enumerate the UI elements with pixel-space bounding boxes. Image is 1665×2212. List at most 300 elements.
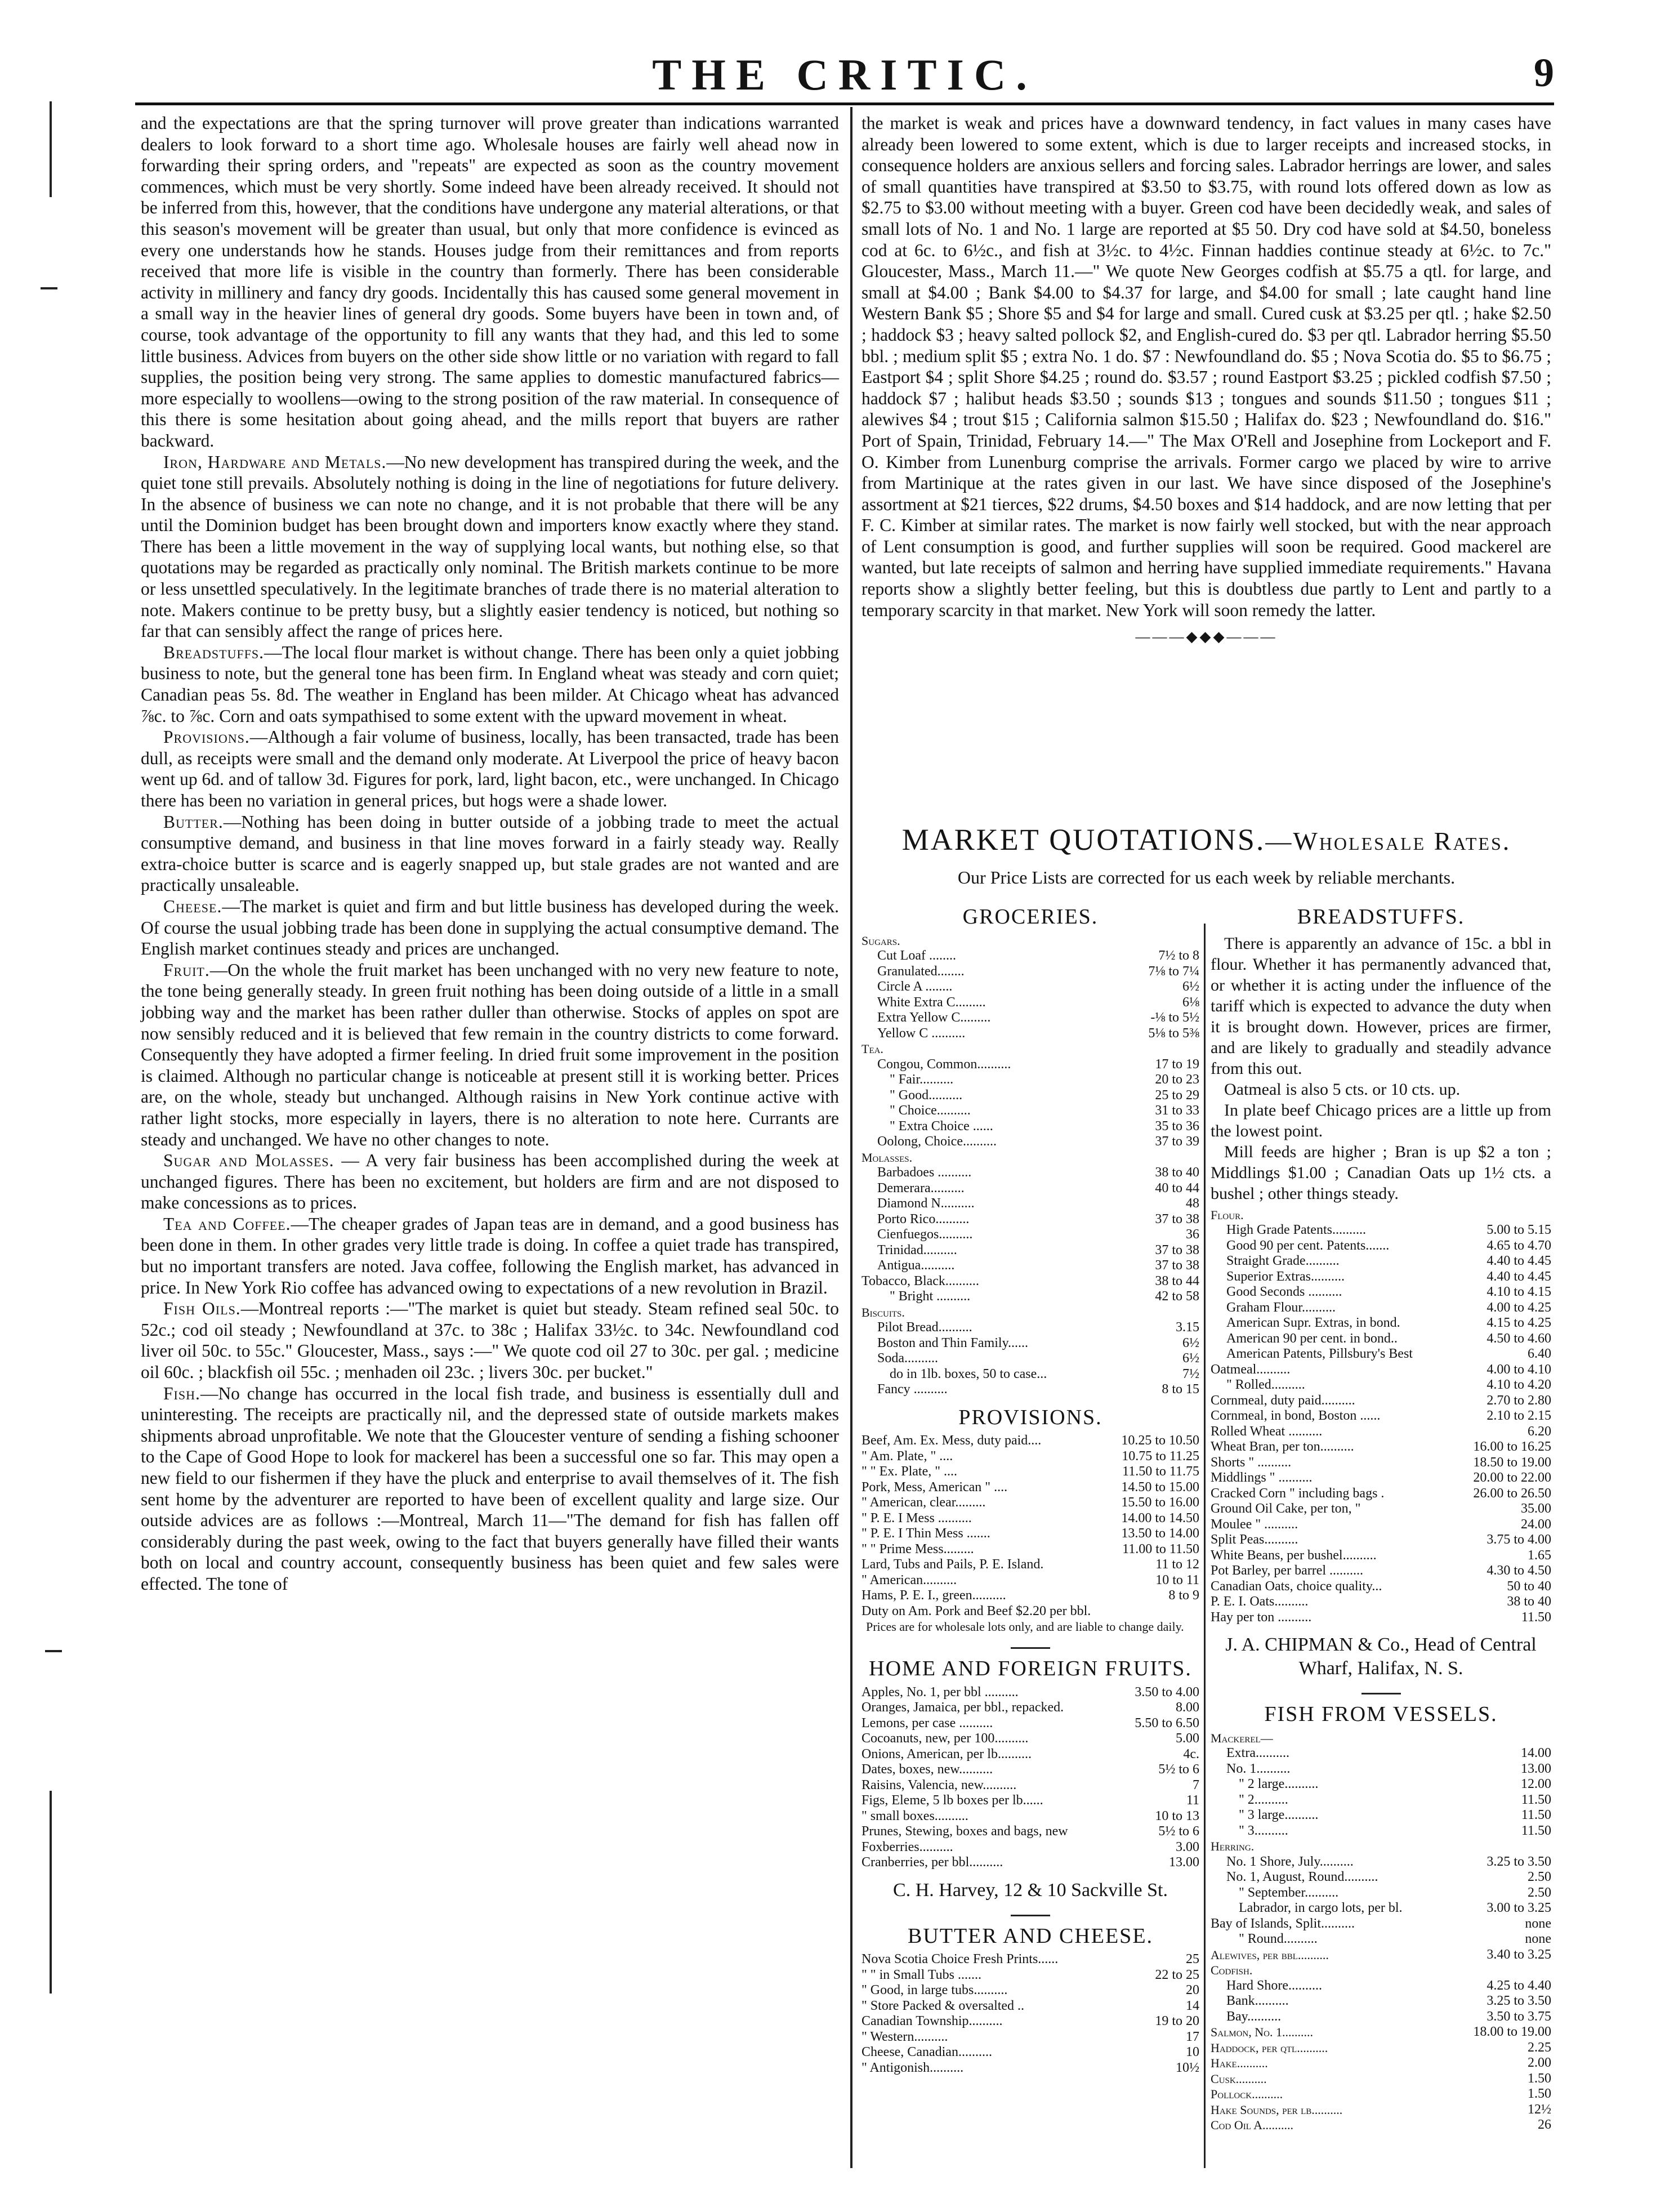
price-item: White Extra C......... bbox=[877, 994, 986, 1010]
fish-heading: FISH FROM VESSELS. bbox=[1264, 1702, 1498, 1726]
price-value: 4.40 to 4.45 bbox=[1487, 1269, 1551, 1284]
price-item: Hard Shore.......... bbox=[1226, 1978, 1322, 1993]
price-item: " American, clear......... bbox=[861, 1495, 986, 1510]
price-value: 12.00 bbox=[1521, 1777, 1551, 1791]
price-row bbox=[1211, 1901, 1551, 1916]
price-value: 6½ bbox=[1182, 979, 1199, 994]
groceries-table bbox=[861, 933, 1199, 1398]
price-item: High Grade Patents.......... bbox=[1226, 1223, 1366, 1237]
price-value: 15.50 to 16.00 bbox=[1121, 1495, 1199, 1510]
price-value: 10½ bbox=[1176, 2060, 1199, 2075]
price-value: 3.75 to 4.00 bbox=[1487, 1532, 1551, 1547]
market-report-paragraph bbox=[141, 811, 839, 896]
price-category: Molasses. bbox=[861, 1150, 913, 1165]
price-value: 14 bbox=[1186, 1998, 1199, 2013]
price-value: 16.00 to 16.25 bbox=[1473, 1439, 1551, 1454]
price-value: 3.15 bbox=[1176, 1320, 1199, 1335]
price-value: 22 to 25 bbox=[1155, 1967, 1199, 1982]
price-value: 3.00 bbox=[1176, 1839, 1199, 1854]
article-continuation: the market is weak and prices have a downward tendency, in fact values in many cases have already been lowered to some extent, which is due to larger receipts and increased stocks, in consequence holders are anxious sellers and forcing sales. Labrador herrings are lower, and sales of small quantities have transpired at $3.50 to $3.75, with round lots offered down as low as $2.75 to $3.00 without meeting with a buyer. Green cod have been decidedly weak, and sales of small lots of No. 1 and No. 1 large are reported at $5 50. Dry cod have sold at $4.50, boneless cod at 6c. to 6½c., and fish at 3½c. to 4½c. Finnan haddies continue steady at 6½c. to 7c." Gloucester, Mass., March 11.—" We quote New Georges codfish at $5.75 a qtl. for large, and small at $4.00 ; Bank $4.00 to $4.37 for large, and $4.00 for small ; late caught hand line Western Bank $5 ; Shore $5 and $4 for large and small. Cured cusk at $3.25 per qtl. ; hake $2.50 ; haddock $3 ; heavy salted pollock $2, and English-cured do. $3 per qtl. Labrador herring $5.50 bbl. ; medium split $5 ; extra No. 1 do. $7 : Newfoundland do. $5 ; Nova Scotia do. $5 to $6.75 ; Eastport $4 ; split Shore $4.25 ; round do. $3.57 ; round Eastport $3.25 ; pickled codfish $7.50 ; haddock $7 ; halibut heads $3.50 ; sounds $13 ; tongues and sounds $11.50 ; tongues $11 ; alewives $4 ; trout $15 ; California salmon $15.50 ; Halifax do. $23 ; Newfoundland do. $16." Port of Spain, Trinidad, February 14.—" The Max O'Rell and Josephine from Lockeport and F. O. Kimber from Lunenburg comprise the arrivals. Former cargo we placed by wire to arrive from Martinique at the rates given in our last. We have since disposed of the Josephine's assortment at $21 tierces, $22 drums, $4.50 boxes and $14 haddock, and are now letting that per F. C. Kimber at similar rates. The market is now fairly well stocked, but with the near approach of Lent consumption is good, and further supplies will soon be required. Good mackerel are wanted, but late receipts of salmon and herring have supplied immediate requirements." Havana reports show a slightly better feeling, but this is doubtless due partly to Lent and partly to a temporary scarcity in that market. New York will soon remedy the latter. bbox=[861, 113, 1551, 620]
price-row bbox=[861, 964, 1199, 980]
price-row bbox=[1211, 1238, 1551, 1254]
table-column-rule bbox=[1204, 924, 1206, 2168]
price-row bbox=[1211, 1223, 1551, 1238]
price-value: 4.00 to 4.10 bbox=[1487, 1362, 1551, 1377]
price-row bbox=[861, 948, 1199, 964]
price-item: " Antigonish.......... bbox=[861, 2060, 964, 2075]
price-item: Cut Loaf ........ bbox=[877, 948, 956, 963]
price-value: 8 to 15 bbox=[1162, 1382, 1199, 1397]
price-item: Graham Flour.......... bbox=[1226, 1300, 1336, 1315]
price-value: 14.00 bbox=[1521, 1746, 1551, 1760]
price-value: 5½ to 6 bbox=[1158, 1762, 1199, 1777]
price-row bbox=[1211, 2071, 1551, 2087]
price-item: " Extra Choice ...... bbox=[890, 1118, 993, 1134]
paragraph-text: —On the whole the fruit market has been unchanged with no very new feature to note, the tone being generally steady. In green fruit nothing has been doing outside of a little in a small jobbing way and the market has been rather duller than otherwise. Stocks of apples on spot are now sensibly reduced and it is believed that few remain in the country districts to come forward. Consequently they have adopted a firmer feeling. In dried fruit some improvement in the position is claimed. Although no particular change is noticeable at present still it is working better. Prices are, on the whole, steady but unchanged. Although raisins in New York continue active with rather light stocks, more especially in layers, there is no alteration to note here. Currants are steady and unchanged. We have no other changes to note. bbox=[141, 960, 839, 1149]
price-row bbox=[861, 1700, 1199, 1716]
paragraph-heading: Provisions. bbox=[163, 727, 250, 747]
price-row bbox=[1211, 1439, 1551, 1455]
price-row bbox=[861, 1604, 1199, 1620]
breadstuffs-dealer: J. A. CHIPMAN & Co., Head of Central Wharf, Halifax, N. S. bbox=[1225, 1634, 1537, 1679]
price-row bbox=[1211, 1947, 1551, 1963]
price-value: 5½ to 6 bbox=[1158, 1824, 1199, 1839]
price-item: " Rolled.......... bbox=[1226, 1377, 1305, 1392]
price-value: none bbox=[1525, 1932, 1551, 1946]
paragraph-text: — A very fair business has been accomplished during the week at unchanged figures. There has been no excitement, but holders are firm and are not disposed to make concessions as to prices. bbox=[141, 1150, 839, 1213]
price-category: Codfish. bbox=[1211, 1963, 1253, 1977]
price-value: 10 to 13 bbox=[1155, 1808, 1199, 1823]
price-item: No. 1 Shore, July.......... bbox=[1226, 1854, 1354, 1869]
breadstuffs-table bbox=[1211, 1207, 1551, 1626]
paragraph-heading: Tea and Coffee. bbox=[163, 1214, 291, 1234]
price-row bbox=[1211, 2086, 1551, 2102]
price-value: 2.50 bbox=[1528, 1885, 1551, 1900]
price-item: Yellow C .......... bbox=[877, 1025, 966, 1041]
paragraph-text: —No change has occurred in the local fish trade, and business is essentially dull and uninteresting. The receipts are practically nil, and the depressed state of outside markets makes shipments abroad unprofitable. We note that the Gloucester venture of sending a fishing schooner to the Cape of Good Hope to look for mackerel has been a successful one so far. This may open a new field to our fishermen if they have the pluck and enterprise to avail themselves of it. The fish sent home by the adventurer are reported to have been of excellent quality and large size. Our outside advices are as follows :—Montreal, March 11—"The demand for fish has fallen off considerably during the past week, owing to the fact that buyers generally have filled their wants both on local and country account, consequently business has been quiet and few sales were effected. The tone of bbox=[141, 1383, 839, 1594]
price-row bbox=[1211, 1254, 1551, 1269]
price-row bbox=[861, 1855, 1199, 1871]
price-item: Fancy .......... bbox=[877, 1382, 948, 1397]
price-value bbox=[1195, 1604, 1199, 1620]
price-row bbox=[1211, 1517, 1551, 1533]
price-row bbox=[861, 1526, 1199, 1542]
price-value: 4.00 to 4.25 bbox=[1487, 1300, 1551, 1315]
price-value: 2.10 to 2.15 bbox=[1487, 1408, 1551, 1423]
price-value: 18.50 to 19.00 bbox=[1473, 1455, 1551, 1470]
price-row bbox=[1211, 1377, 1551, 1393]
price-item: " small boxes.......... bbox=[861, 1808, 968, 1823]
price-row bbox=[1211, 2024, 1551, 2040]
price-item: Dates, boxes, new.......... bbox=[861, 1762, 993, 1777]
price-row bbox=[1211, 1579, 1551, 1595]
price-row bbox=[861, 1258, 1199, 1274]
provisions-table bbox=[861, 1433, 1199, 1619]
price-category: Biscuits. bbox=[861, 1305, 905, 1319]
price-item: Nova Scotia Choice Fresh Prints...... bbox=[861, 1952, 1059, 1966]
price-value: 2.25 bbox=[1528, 2040, 1551, 2055]
price-value: 10 to 11 bbox=[1155, 1572, 1199, 1587]
fruits-dealer: C. H. Harvey, 12 & 10 Sackville St. bbox=[893, 1879, 1168, 1901]
price-row bbox=[861, 995, 1199, 1011]
market-report-paragraph bbox=[141, 1298, 839, 1382]
price-value: -⅛ to 5½ bbox=[1150, 1010, 1199, 1025]
price-value: 10.75 to 11.25 bbox=[1122, 1448, 1199, 1464]
price-row bbox=[1211, 1532, 1551, 1548]
price-item: Pork, Mess, American " .... bbox=[861, 1479, 1008, 1495]
price-row bbox=[861, 1685, 1199, 1701]
market-subheading: —Wholesale Rates. bbox=[1265, 827, 1511, 855]
price-value: 38 to 44 bbox=[1155, 1273, 1199, 1288]
provisions-note: Prices are for wholesale lots only, and are liable to change daily. bbox=[866, 1620, 1184, 1634]
price-value: 38 to 40 bbox=[1507, 1594, 1551, 1609]
price-row bbox=[1211, 1870, 1551, 1885]
price-row bbox=[1211, 2009, 1551, 2025]
ornament-divider: ———◆◆◆——— bbox=[1135, 628, 1278, 645]
price-item: Oolong, Choice.......... bbox=[877, 1134, 997, 1149]
market-heading: MARKET QUOTATIONS. bbox=[901, 823, 1266, 857]
price-item: do in 1lb. boxes, 50 to case... bbox=[890, 1366, 1047, 1381]
price-item: " Good.......... bbox=[890, 1087, 963, 1103]
price-row bbox=[861, 1119, 1199, 1135]
price-item: Lard, Tubs and Pails, P. E. Island. bbox=[861, 1557, 1044, 1572]
price-value: 18.00 to 19.00 bbox=[1473, 2024, 1551, 2039]
price-item: " Good, in large tubs.......... bbox=[861, 1983, 1008, 1997]
price-item: Good Seconds .......... bbox=[1226, 1285, 1342, 1299]
price-row bbox=[1211, 1777, 1551, 1792]
price-row bbox=[1211, 1563, 1551, 1579]
price-item: " " Prime Mess......... bbox=[861, 1541, 974, 1557]
masthead bbox=[135, 39, 1554, 101]
price-row bbox=[861, 1840, 1199, 1856]
price-item: Apples, No. 1, per bbl .......... bbox=[861, 1684, 1019, 1700]
price-item: Oatmeal.......... bbox=[1211, 1362, 1291, 1377]
price-value: 17 to 19 bbox=[1155, 1056, 1199, 1072]
price-row bbox=[861, 1196, 1199, 1212]
price-row bbox=[861, 1181, 1199, 1197]
price-row bbox=[1211, 1501, 1551, 1517]
price-value: 4.30 to 4.50 bbox=[1487, 1563, 1551, 1578]
price-row bbox=[1211, 1424, 1551, 1440]
price-value: 1.65 bbox=[1528, 1547, 1551, 1563]
price-value: 20 to 23 bbox=[1155, 1072, 1199, 1087]
price-value: 20.00 to 22.00 bbox=[1473, 1470, 1551, 1485]
price-item: American Supr. Extras, in bond. bbox=[1226, 1315, 1400, 1330]
butter-heading: BUTTER AND CHEESE. bbox=[907, 1924, 1154, 1948]
paragraph-text: —Although a fair volume of business, locally, has been transacted, trade has been dull, as receipts were small and the demand only moderate. At Liverpool the price of heavy bacon went up 6d. and of tallow 3d. Figures for pork, lard, light bacon, etc., were unchanged. In Chicago there has been no variation in general prices, but hogs were a shade lower. bbox=[141, 727, 839, 810]
price-row bbox=[861, 1026, 1199, 1042]
paragraph-heading: Iron, Hardware and Metals. bbox=[163, 452, 387, 472]
paragraph-text: —Montreal reports :—"The market is quiet but steady. Steam refined seal 50c. to 52c.; cod oil steady ; Newfoundland at 37c. to 38c ; Halifax 33½c. to 34c. Newfoundland cod liver oil 50c. to 55c." Gloucester, Mass., says :—" We quote cod oil 27 to 30c. per gal. ; medicine oil 60c. ; blackfish oil 55c. ; menhaden oil 23c. ; livers 30c. per bucket." bbox=[141, 1299, 840, 1382]
price-item: " Bright .......... bbox=[890, 1289, 971, 1304]
masthead-rule bbox=[135, 102, 1554, 105]
price-row bbox=[1211, 1761, 1551, 1777]
price-item: Bank.......... bbox=[1226, 1994, 1289, 2008]
price-value: 20 bbox=[1186, 1983, 1199, 1997]
price-row bbox=[861, 1999, 1199, 2014]
price-value: 50 to 40 bbox=[1507, 1578, 1551, 1594]
price-row bbox=[861, 1824, 1199, 1840]
price-value: 8.00 bbox=[1176, 1700, 1199, 1715]
price-row bbox=[1211, 1455, 1551, 1471]
price-row bbox=[1211, 1932, 1551, 1947]
price-value: 11.50 bbox=[1521, 1823, 1551, 1838]
price-item: Good 90 per cent. Patents....... bbox=[1226, 1238, 1390, 1253]
price-item: Diamond N.......... bbox=[877, 1196, 975, 1211]
price-item: " Am. Plate, " .... bbox=[861, 1448, 953, 1464]
price-value: 5.00 to 5.15 bbox=[1487, 1223, 1551, 1237]
price-row bbox=[861, 1227, 1199, 1243]
price-item: Extra.......... bbox=[1226, 1746, 1289, 1760]
price-value: 19 to 20 bbox=[1155, 2014, 1199, 2028]
price-value: 11 bbox=[1186, 1793, 1199, 1808]
price-item: Cocoanuts, new, per 100.......... bbox=[861, 1731, 1029, 1746]
price-item: Pilot Bread.......... bbox=[877, 1320, 972, 1335]
price-value: 11.50 bbox=[1521, 1792, 1551, 1807]
price-item: Pot Barley, per barrel .......... bbox=[1211, 1563, 1364, 1578]
price-row bbox=[1211, 2117, 1551, 2133]
price-value: 48 bbox=[1186, 1196, 1199, 1211]
divider bbox=[1011, 1915, 1050, 1916]
newspaper-title: THE CRITIC. bbox=[652, 50, 1037, 99]
price-row bbox=[861, 1588, 1199, 1604]
price-row bbox=[1211, 1548, 1551, 1564]
price-row bbox=[1211, 1470, 1551, 1486]
price-value: 26.00 to 26.50 bbox=[1473, 1486, 1551, 1501]
paragraph-text: —Nothing has been doing in butter outside of a jobbing trade to meet the actual consumptive demand, and business in that line moves forward in a fairly steady way. Really extra-choice butter is scarce and is eagerly snapped up, but stale grades are not wanted and are practically unsaleable. bbox=[141, 811, 839, 895]
price-item: Trinidad.......... bbox=[877, 1242, 957, 1257]
margin-mark bbox=[50, 101, 52, 197]
price-value: 4.40 to 4.45 bbox=[1487, 1254, 1551, 1268]
price-row bbox=[1211, 1978, 1551, 1994]
price-value: 6½ bbox=[1182, 1351, 1199, 1366]
price-value: 5.00 bbox=[1176, 1731, 1199, 1746]
price-value: 13.50 to 14.00 bbox=[1121, 1526, 1199, 1541]
price-item: " American.......... bbox=[861, 1572, 957, 1587]
paragraph-heading: Fish Oils. bbox=[163, 1299, 241, 1319]
price-row bbox=[861, 1542, 1199, 1558]
price-item: Antigua.......... bbox=[877, 1258, 955, 1273]
price-value: 8 to 9 bbox=[1168, 1588, 1199, 1603]
price-row bbox=[1211, 1994, 1551, 2009]
price-row bbox=[861, 2030, 1199, 2045]
price-item: Soda.......... bbox=[877, 1351, 938, 1366]
price-row bbox=[861, 1212, 1199, 1228]
price-value: 3.00 to 3.25 bbox=[1487, 1901, 1551, 1915]
price-value: 2.70 to 2.80 bbox=[1487, 1393, 1551, 1408]
price-item: " Round.......... bbox=[1239, 1932, 1318, 1946]
price-item: Alewives, per bbl.......... bbox=[1211, 1947, 1329, 1962]
price-item: Middlings " .......... bbox=[1211, 1470, 1313, 1485]
price-item: Barbadoes .......... bbox=[877, 1165, 972, 1180]
price-item: Foxberries.......... bbox=[861, 1839, 953, 1854]
price-item: Lemons, per case .......... bbox=[861, 1715, 993, 1731]
price-row bbox=[861, 1336, 1199, 1352]
price-row bbox=[861, 1731, 1199, 1747]
price-item: Prunes, Stewing, boxes and bags, new bbox=[861, 1824, 1068, 1839]
price-item: Raisins, Valencia, new.......... bbox=[861, 1777, 1017, 1792]
price-category: Flour. bbox=[1211, 1207, 1244, 1222]
price-row bbox=[861, 1511, 1199, 1527]
price-item: P. E. I. Oats.......... bbox=[1211, 1594, 1309, 1609]
price-row bbox=[861, 1351, 1199, 1367]
price-row bbox=[1211, 1362, 1551, 1378]
price-value: 37 to 38 bbox=[1155, 1211, 1199, 1227]
price-item: " P. E. I Thin Mess ....... bbox=[861, 1526, 990, 1541]
price-item: Moulee " .......... bbox=[1211, 1517, 1298, 1532]
price-row bbox=[861, 1367, 1199, 1382]
price-row bbox=[861, 1243, 1199, 1259]
price-value: 1.50 bbox=[1528, 2086, 1551, 2101]
paragraph-text: —No new development has transpired during the week, and the quiet tone still prevails. Absolutely nothing is doing in the line of negotiations for future delivery. In the absence of business we can note no change, and it is not probable that there will be any until the Dominion budget has been brought down and importers know exactly where they stand. There has been a little movement in the way of supplying local wants, but nothing else, so that quotations may be regarded as practically only nominal. The British markets continue to be more or less unsettled speculatively. In the legitimate branches of trade there is no material alteration to note. Makers continue to be pretty busy, but a slightly easier tendency is noticed, but nothing so far that can sensibly affect the range of prices here. bbox=[141, 452, 839, 641]
price-value: 37 to 38 bbox=[1155, 1258, 1199, 1273]
paragraph-heading: Cheese. bbox=[163, 896, 222, 916]
price-row bbox=[1211, 1594, 1551, 1610]
price-value: 5.50 to 6.50 bbox=[1135, 1715, 1199, 1731]
price-row bbox=[1211, 1792, 1551, 1808]
price-value: 4.15 to 4.25 bbox=[1487, 1315, 1551, 1330]
price-value: 25 to 29 bbox=[1155, 1087, 1199, 1103]
price-item: Canadian Township.......... bbox=[861, 2014, 1003, 2028]
price-row bbox=[861, 1433, 1199, 1449]
fish-table bbox=[1211, 1731, 1551, 2133]
price-value: 1.50 bbox=[1528, 2071, 1551, 2086]
divider bbox=[1011, 1647, 1050, 1649]
price-item: Cornmeal, in bond, Boston ...... bbox=[1211, 1408, 1381, 1423]
price-row bbox=[861, 1165, 1199, 1181]
price-row bbox=[861, 1057, 1199, 1073]
price-row bbox=[861, 1320, 1199, 1336]
price-value: 4.65 to 4.70 bbox=[1487, 1238, 1551, 1253]
price-value: 2.00 bbox=[1528, 2055, 1551, 2070]
fruits-heading: HOME AND FOREIGN FRUITS. bbox=[869, 1657, 1192, 1680]
price-item: Hake Sounds, per lb.......... bbox=[1211, 2102, 1343, 2117]
paragraph-heading: Butter. bbox=[163, 811, 224, 832]
price-row bbox=[861, 1809, 1199, 1825]
price-value: 10 bbox=[1186, 2045, 1199, 2059]
price-row bbox=[861, 1072, 1199, 1088]
price-row bbox=[861, 1793, 1199, 1809]
market-report-paragraph bbox=[141, 1150, 839, 1214]
price-value: 11 to 12 bbox=[1155, 1557, 1199, 1572]
price-row bbox=[861, 1952, 1199, 1968]
price-item: White Beans, per bushel.......... bbox=[1211, 1547, 1377, 1563]
price-value: 4.10 to 4.20 bbox=[1487, 1377, 1551, 1392]
price-value: 35 to 36 bbox=[1155, 1118, 1199, 1134]
price-value: 36 bbox=[1186, 1227, 1199, 1242]
price-value: 24.00 bbox=[1521, 1517, 1551, 1532]
price-row bbox=[1211, 1823, 1551, 1839]
right-column-article bbox=[861, 113, 1551, 659]
margin-mark bbox=[50, 1791, 52, 1994]
price-row bbox=[1211, 1269, 1551, 1285]
price-value: 3.40 to 3.25 bbox=[1487, 1947, 1551, 1962]
price-row bbox=[861, 1747, 1199, 1763]
market-report-paragraph bbox=[141, 960, 839, 1150]
price-item: Circle A ........ bbox=[877, 979, 953, 994]
price-value: 4.50 to 4.60 bbox=[1487, 1331, 1551, 1346]
price-row bbox=[861, 1480, 1199, 1496]
price-row bbox=[1211, 1885, 1551, 1901]
price-item: Tobacco, Black.......... bbox=[861, 1273, 979, 1288]
price-category: Tea. bbox=[861, 1042, 883, 1056]
price-value: 11.00 to 11.50 bbox=[1122, 1541, 1199, 1557]
price-item: Hams, P. E. I., green.......... bbox=[861, 1588, 1006, 1603]
price-value: 3.50 to 4.00 bbox=[1135, 1684, 1199, 1700]
breadstuffs-paragraph: There is apparently an advance of 15c. a bbl in flour. Whether it has permanently advanced that, or whether it is acting under the influence of the tariff which is expected to advance the duty when it is brought down. However, prices are firmer, and are likely to gradually and steadily advance from this out. bbox=[1211, 934, 1551, 1078]
breadstuffs-heading: BREADSTUFFS. bbox=[1297, 905, 1465, 929]
left-column bbox=[141, 113, 839, 1595]
price-value: 40 to 44 bbox=[1155, 1180, 1199, 1196]
price-row bbox=[861, 1274, 1199, 1290]
price-item: Rolled Wheat .......... bbox=[1211, 1424, 1323, 1439]
page-number: 9 bbox=[1534, 50, 1554, 95]
price-value: 31 to 33 bbox=[1155, 1103, 1199, 1118]
price-row bbox=[1211, 2055, 1551, 2071]
price-category: Herring. bbox=[1211, 1839, 1255, 1853]
right-price-column bbox=[1211, 904, 1551, 2133]
price-item: Demerara.......... bbox=[877, 1180, 965, 1196]
price-item: " P. E. I Mess .......... bbox=[861, 1510, 972, 1526]
price-row bbox=[1211, 2102, 1551, 2118]
paragraph-text: —The local flour market is without change. There has been only a quiet jobbing business to note, but the general tone has been firm. In England wheat was steady and corn quiet; Canadian peas 5s. 8d. The weather in England has been milder. At Chicago wheat has advanced ⅞c. to ⅞c. Corn and oats sympathised to some extent with the upward movement in wheat. bbox=[141, 642, 839, 726]
price-item: Granulated........ bbox=[877, 964, 965, 979]
price-item: Cornmeal, duty paid.......... bbox=[1211, 1393, 1355, 1408]
price-row bbox=[1211, 1746, 1551, 1761]
price-item: Canadian Oats, choice quality... bbox=[1211, 1578, 1382, 1594]
price-row bbox=[861, 979, 1199, 995]
price-value: 5⅛ to 5⅜ bbox=[1148, 1025, 1199, 1041]
price-item: Split Peas.......... bbox=[1211, 1532, 1298, 1547]
paragraph-text: and the expectations are that the spring turnover will prove greater than indications warranted dealers to look forward to a short time ago. Wholesale houses are fairly well ahead now in forwarding their spring orders, and "repeats" are expected as soon as the country movement commences, which must be very shortly. Some indeed have been already received. It should not be inferred from this, however, that the conditions have undergone any material alterations, or that this season's movement will be greater than usual, but only that more confidence is evinced as every one understands how he stands. Houses judge from their remittances and from reports received that more life is visible in the country than formerly. There has been considerable activity in millinery and fancy dry goods. Incidentally this has caused some general movement in a small way in the heavier lines of general dry goods. Some buyers have been in town and, of course, took advantage of the opportunity to fill any wants that they had, and this led to some little business. Advices from buyers on the other side show little or no variation with regard to fall supplies, the position being very strong. The same applies to domestic manufactured fabrics—more especially to woollens—owing to the strong position of the raw material. In consequence of this there is some hesitation about going ahead, and the mills report that buyers are rather backward. bbox=[141, 113, 839, 451]
market-report-paragraph bbox=[141, 642, 839, 726]
market-report-paragraph bbox=[141, 896, 839, 960]
price-value: 7½ bbox=[1182, 1366, 1199, 1381]
price-value: 4.10 to 4.15 bbox=[1487, 1285, 1551, 1299]
paragraph-text: —The cheaper grades of Japan teas are in demand, and a good business has been done in them. In other grades very little trade is doing. In coffee a quiet trade has transpired, but no important transfers are noted. Java coffee, following the English market, has advanced in price. In New York Rio coffee has advanced owing to expectations of a new revolution in Brazil. bbox=[141, 1214, 839, 1297]
price-value: 4.25 to 4.40 bbox=[1487, 1978, 1551, 1993]
market-report-paragraph bbox=[141, 1214, 839, 1298]
butter-table bbox=[861, 1952, 1199, 2076]
price-row bbox=[861, 1010, 1199, 1026]
provisions-heading: PROVISIONS. bbox=[958, 1405, 1102, 1429]
price-category: Mackerel— bbox=[1211, 1731, 1273, 1745]
price-item: Salmon, No. 1.......... bbox=[1211, 2025, 1313, 2039]
price-item: Bay of Islands, Split.......... bbox=[1211, 1916, 1355, 1931]
price-value: 38 to 40 bbox=[1155, 1165, 1199, 1180]
price-value: 6.40 bbox=[1528, 1346, 1551, 1361]
price-row bbox=[861, 1778, 1199, 1794]
margin-mark bbox=[45, 1650, 62, 1652]
margin-mark bbox=[41, 287, 57, 289]
price-item: Cranberries, per bbl.......... bbox=[861, 1855, 1003, 1870]
price-item: " 3.......... bbox=[1239, 1823, 1288, 1838]
price-item: Cracked Corn " including bags . bbox=[1211, 1486, 1385, 1501]
market-report-paragraph bbox=[141, 726, 839, 811]
price-row bbox=[861, 1983, 1199, 1999]
price-row bbox=[861, 1289, 1199, 1305]
price-item: No. 1.......... bbox=[1226, 1761, 1291, 1776]
price-item: " Choice.......... bbox=[890, 1103, 971, 1118]
price-item: " 2.......... bbox=[1239, 1792, 1288, 1807]
market-report-paragraph bbox=[141, 1383, 839, 1595]
price-value: 42 to 58 bbox=[1155, 1289, 1199, 1304]
price-value: 6⅛ bbox=[1182, 994, 1199, 1010]
price-row bbox=[1211, 1808, 1551, 1823]
price-row bbox=[861, 1557, 1199, 1573]
price-value: none bbox=[1525, 1916, 1551, 1931]
price-item: Porto Rico.......... bbox=[877, 1211, 970, 1227]
